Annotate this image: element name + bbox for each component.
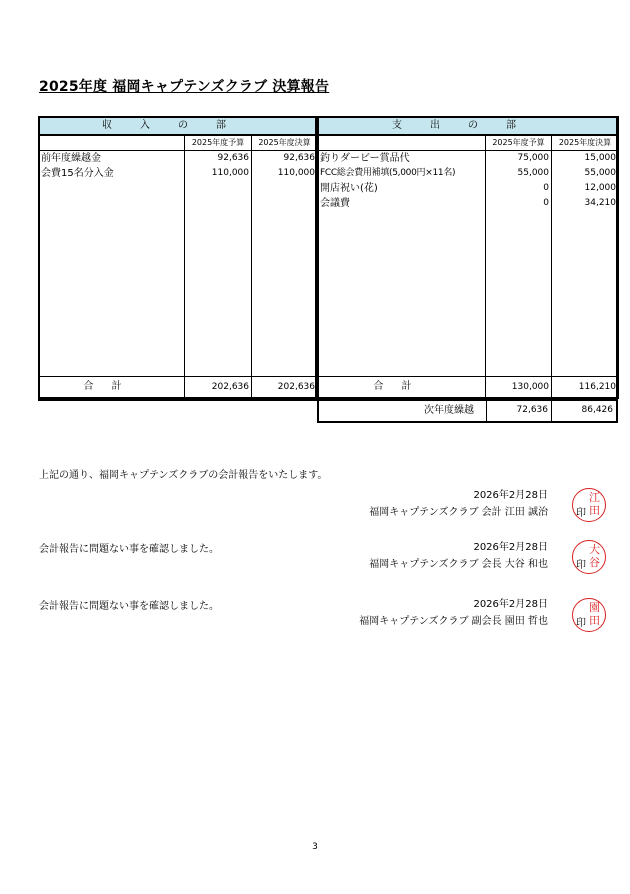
statement-text: 上記の通り、福岡キャプテンズクラブの会計報告をいたします。 — [39, 470, 328, 481]
income-item-actual: 110,000 — [277, 168, 316, 178]
president-seal — [572, 540, 606, 574]
expense-budget-column — [486, 151, 552, 377]
statement-signer: 福岡キャプテンズクラブ 会計 江田 誠治 — [369, 507, 548, 518]
statement-text: 会計報告に問題ない事を確認しました。 — [39, 601, 219, 612]
expense-total-actual: 116,210 — [552, 377, 619, 399]
income-table — [38, 116, 318, 399]
expense-item-actual: 55,000 — [584, 168, 617, 178]
treasurer-seal — [572, 488, 606, 522]
carry-over-budget: 72,636 — [487, 401, 552, 421]
expense-item-budget: 55,000 — [517, 168, 549, 178]
statement-signer: 福岡キャプテンズクラブ 会長 大谷 和也 — [369, 559, 548, 570]
income-item-label: 前年度繰越金 — [41, 153, 101, 164]
income-total-actual: 202,636 — [252, 377, 318, 399]
seal-mark: 印 — [576, 560, 586, 571]
expense-item-label: 開店祝い(花) — [320, 183, 378, 194]
expense-item-budget: 0 — [543, 198, 549, 208]
income-blank-header — [39, 135, 185, 151]
statement-date: 2026年2月28日 — [473, 599, 548, 610]
expense-actual-header: 2025年度決算 — [552, 135, 619, 151]
statement-date: 2026年2月28日 — [473, 490, 548, 501]
seal-name: 園田 — [589, 601, 600, 627]
statement-date: 2026年2月28日 — [473, 542, 548, 553]
income-item-label: 会費15名分入金 — [41, 168, 114, 179]
expense-actual-column — [552, 151, 619, 377]
carry-over-label: 次年度繰越 — [319, 401, 487, 421]
seal-name: 大谷 — [589, 543, 600, 569]
income-actual-column — [252, 151, 318, 377]
expense-item-label: 会議費 — [320, 198, 350, 209]
expense-item-budget: 0 — [543, 183, 549, 193]
statement-text: 会計報告に問題ない事を確認しました。 — [39, 544, 219, 555]
income-actual-header: 2025年度決算 — [252, 135, 318, 151]
expense-item-budget: 75,000 — [517, 153, 549, 163]
statement-signer: 福岡キャプテンズクラブ 副会長 園田 哲也 — [359, 616, 548, 627]
income-total-label: 合計 — [39, 377, 185, 399]
expense-item-actual: 15,000 — [584, 153, 617, 163]
carry-over-actual: 86,426 — [581, 405, 613, 415]
expense-item-label: FCC総会費用補填(5,000円×11名) — [320, 168, 456, 178]
expense-item-actual: 12,000 — [584, 183, 617, 193]
income-budget-column — [185, 151, 252, 377]
expense-blank-header — [318, 135, 486, 151]
income-item-actual: 92,636 — [283, 153, 316, 163]
expense-item-actual: 34,210 — [584, 198, 617, 208]
seal-mark: 印 — [576, 508, 586, 519]
expense-total-budget: 130,000 — [486, 377, 552, 399]
expense-header: 支出の部 — [318, 117, 619, 135]
expense-item-label: 釣りダービー賞品代 — [320, 153, 410, 164]
seal-name: 江田 — [589, 491, 600, 517]
page-title: 2025年度 福岡キャプテンズクラブ 決算報告 — [39, 79, 330, 95]
income-budget-header: 2025年度予算 — [185, 135, 252, 151]
income-item-budget: 92,636 — [217, 153, 249, 163]
expense-table — [317, 116, 619, 399]
page-number: 3 — [312, 842, 318, 852]
income-header: 収入の部 — [39, 117, 318, 135]
expense-budget-header: 2025年度予算 — [486, 135, 552, 151]
income-total-budget: 202,636 — [185, 377, 252, 399]
expense-total-label: 合計 — [318, 377, 486, 399]
income-items-column — [39, 151, 185, 377]
seal-mark: 印 — [576, 618, 586, 629]
carry-over-row — [317, 400, 618, 423]
expense-items-column — [318, 151, 486, 377]
income-item-budget: 110,000 — [211, 168, 249, 178]
vice-president-seal — [572, 598, 606, 632]
